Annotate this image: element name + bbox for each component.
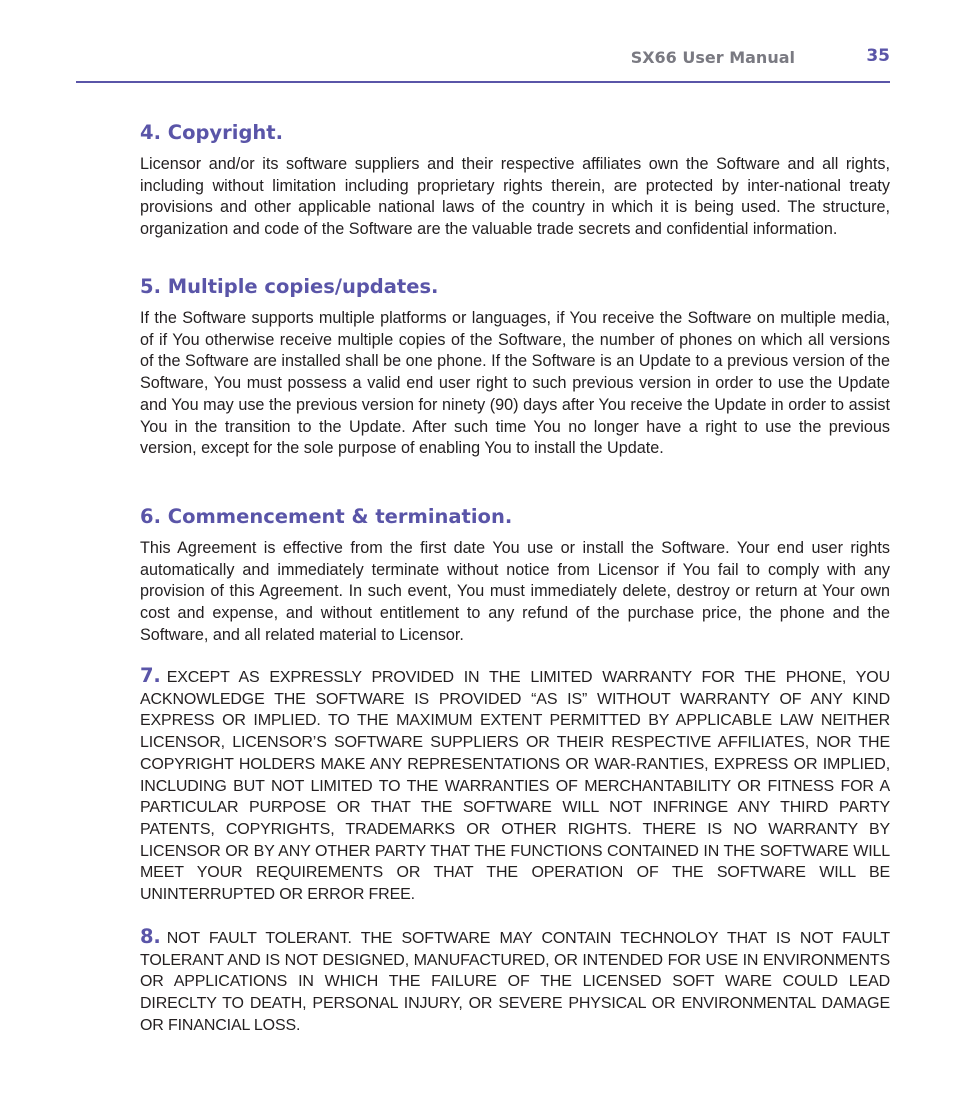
section-number: 8. <box>140 925 161 948</box>
section-multiple-copies <box>140 274 890 460</box>
section-copyright <box>140 120 890 241</box>
section-body: This Agreement is effective from the first date You use or install the Software. Your end user rights automatically and immediately terminate without notice from Licensor if You fail to comply with any provision of this Agreement. In such event, You must immediately delete, destroy or return at Your own cost and expense, and without entitlement to any refund of the purchase price, the phone and the Software, and all related material to Licensor. <box>140 539 890 644</box>
section-commencement <box>140 504 890 647</box>
page-header <box>76 0 890 83</box>
page-number: 35 <box>866 46 890 66</box>
section-warranty-disclaimer <box>140 665 890 906</box>
section-heading: 6. Commencement & termination. <box>140 505 513 528</box>
section-body: NOT FAULT TOLERANT. THE SOFTWARE MAY CONTAIN TECHNOLOY THAT IS NOT FAULT TOLERANT AND IS NOT DESIGNED, MANUFACTURED, OR INTENDED FOR USE IN ENVIRONMENTS OR APPLICATIONS IN WHICH THE FAILURE OF THE LICENSED SOFT WARE COULD LEAD DIRECLTY TO DEATH, PERSONAL INJURY, OR SEVERE PHYSICAL OR ENVIRONMENTAL DAMAGE OR FINANCIAL LOSS. <box>140 930 890 1034</box>
section-number: 7. <box>140 664 161 687</box>
section-heading: 5. Multiple copies/updates. <box>140 275 439 298</box>
section-fault-tolerance <box>140 926 890 1037</box>
section-body: If the Software supports multiple platforms or languages, if You receive the Software on multiple media, of if You otherwise receive multiple copies of the Software, the number of phones on which all versions of the Software are installed shall be one phone. If the Software is an Update to a previous version of the Software, You must possess a valid end user right to such previous version in order to use the Update and You may use the previous version for ninety (90) days after You receive the Update in order to assist You in the transition to the Update. After such time You no longer have a right to use the previous version, except for the sole purpose of enabling You to install the Update. <box>140 309 890 458</box>
section-paragraph <box>140 665 890 906</box>
section-body: Licensor and/or its software suppliers and their respective affiliates own the Software and all rights, including without limitation including proprietary rights therein, are protected by inter-national treaty provisions and other applicable national laws of the country in which it is being used. The structure, organization and code of the Software are the valuable trade secrets and confidential information. <box>140 155 890 239</box>
section-heading: 4. Copyright. <box>140 121 284 144</box>
section-body: EXCEPT AS EXPRESSLY PROVIDED IN THE LIMITED WARRANTY FOR THE PHONE, YOU ACKNOWLEDGE THE SOFTWARE IS PROVIDED “AS IS” WITHOUT WARRANTY OF ANY KIND EXPRESS OR IMPLIED. TO THE MAXIMUM EXTENT PERMITTED BY APPLICABLE LAW NEITHER LICENSOR, LICENSOR’S SOFTWARE SUPPLIERS OR THEIR RESPECTIVE AFFILIATES, NOR THE COPYRIGHT HOLDERS MAKE ANY REPRESENTATIONS OR WAR-RANTIES, EXPRESS OR IMPLIED, INCLUDING BUT NOT LIMITED TO THE WARRANTIES OF MERCHANTABILITY OR FITNESS FOR A PARTICULAR PURPOSE OR THAT THE SOFTWARE WILL NOT INFRINGE ANY THIRD PARTY PATENTS, COPYRIGHTS, TRADEMARKS OR OTHER RIGHTS. THERE IS NO WARRANTY BY LICENSOR OR BY ANY OTHER PARTY THAT THE FUNCTIONS CONTAINED IN THE SOFTWARE WILL MEET YOUR REQUIREMENTS OR THAT THE OPERATION OF THE SOFTWARE WILL BE UNINTERRUPTED OR ERROR FREE. <box>140 669 890 904</box>
section-paragraph <box>140 926 890 1037</box>
manual-title: SX66 User Manual <box>630 48 795 67</box>
